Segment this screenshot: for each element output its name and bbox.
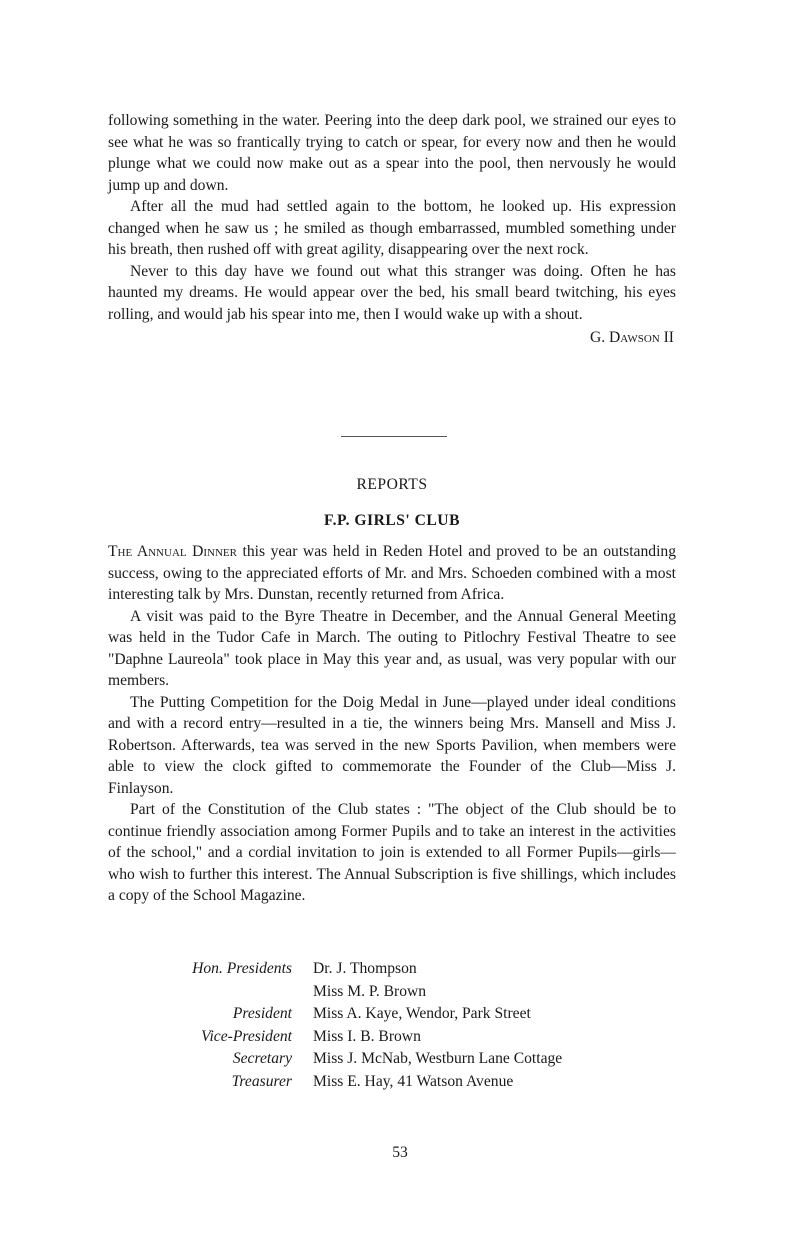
officer-names (313, 958, 676, 1003)
story-paragraph: Never to this day have we found out what this stranger was doing. Often he has haunted my dreams. He would appear over the bed, his small beard twitching, his eyes rolling, and would jab his spear into me, then I would wake up with a shout. (108, 262, 676, 323)
officer-row (108, 1071, 676, 1094)
reports-section (108, 541, 676, 907)
officer-name: Miss M. P. Brown (313, 982, 427, 1000)
report-paragraph: The Putting Competition for the Doig Medal in June—played under ideal conditions and with a record entry—resulted in a tie, the winners being Mrs. Mansell and Miss J. Robertson. Afterwards, tea was served in the new Sports Pavilion, when members were able to view the clock gifted to commemorate the Founder of the Club—Miss J. Finlayson. (108, 693, 676, 797)
lead-in: The Annual Dinner (108, 543, 237, 560)
club-heading: F.P. GIRLS' CLUB (324, 512, 460, 529)
officer-name: Miss J. McNab, Westburn Lane Cottage (313, 1050, 563, 1067)
story-paragraph: After all the mud had settled again to the bottom, he looked up. His expression changed when he saw us ; he smiled as though embarrassed, mumbled something under his breath, then rushed off with great agility, disappearing over the next rock. (108, 198, 676, 258)
officer-name: Dr. J. Thompson (313, 960, 417, 977)
story-section (108, 110, 676, 349)
officer-row (108, 1048, 676, 1071)
officers-list (108, 958, 676, 1093)
officer-name: Miss E. Hay, 41 Watson Avenue (313, 1072, 514, 1090)
report-paragraph (108, 541, 676, 606)
officer-role: Vice-President (201, 1027, 292, 1045)
report-paragraph-text: this year was held in Reden Hotel and proved to be an outstanding success, owing to the appreciated efforts of Mr. and Mrs. Schoeden combined with a most interesting talk by Mrs. Dunstan, recently returned from Africa. (108, 543, 676, 603)
officer-name: Miss A. Kaye, Wendor, Park Street (313, 1005, 531, 1022)
reports-heading: REPORTS (356, 476, 428, 493)
report-paragraph: A visit was paid to the Byre Theatre in December, and the Annual General Meeting was held in the Tudor Cafe in March. The outing to Pitlochry Festival Theatre to see "Daphne Laureola" took place in May this year and, as usual, was very popular with our members. (108, 607, 676, 689)
officer-role: Treasurer (231, 1072, 292, 1090)
officer-role: Secretary (232, 1050, 292, 1067)
story-paragraph: following something in the water. Peering into the deep dark pool, we strained our eyes to see what he was so frantically trying to catch or spear, for every now and then he would plunge what we could now make out as a spear into the pool, then nervously he would jump up and down. (108, 112, 676, 194)
officer-name: Miss I. B. Brown (313, 1027, 421, 1045)
officer-row (108, 1003, 676, 1026)
officer-row (108, 1026, 676, 1049)
officer-role: Hon. Presidents (192, 960, 292, 977)
report-paragraph: Part of the Constitution of the Club states : "The object of the Club should be to continue friendly association among Former Pupils and to take an interest in the activities of the school," and a cordial invitation to join is extended to all Former Pupils—girls—who wish to further this interest. The Annual Subscription is five shillings, which includes a copy of the School Magazine. (108, 801, 676, 904)
officer-role: President (232, 1005, 292, 1022)
officer-row (108, 958, 676, 1003)
page-number: 53 (392, 1144, 408, 1161)
story-signature: G. Dawson II (589, 329, 674, 346)
section-divider (341, 436, 447, 437)
